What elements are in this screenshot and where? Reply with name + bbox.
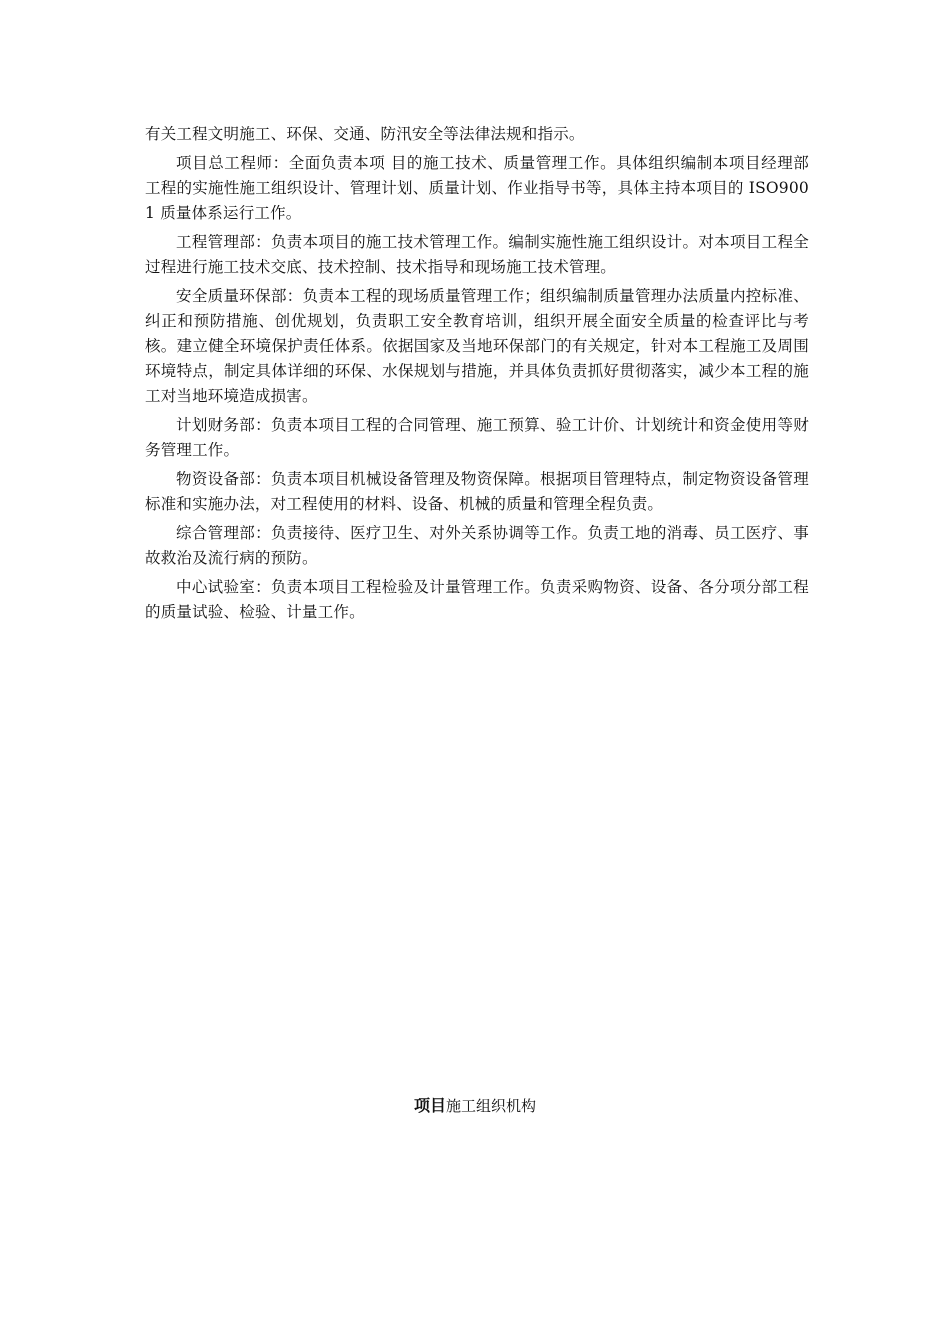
paragraph-safety-quality-dept: 安全质量环保部：负责本工程的现场质量管理工作；组织编制质量管理办法质量内控标准、纠正和预防措施、创优规划，负责职工安全教育培训，组织开展全面安全质量的检查评比与考核。建立健全环境保护责任体系。依据国家及当地环保部门的有关规定，针对本工程施工及周围环境特点，制定具体详细的环保、水保规划与措施，并具体负责抓好贯彻落实，减少本工程的施工对当地环境造成损害。 <box>145 287 809 405</box>
caption-bold-part: 项目 <box>413 1096 446 1115</box>
caption-normal-part: 施工组织机构 <box>446 1097 537 1115</box>
paragraph-materials-dept: 物资设备部：负责本项目机械设备管理及物资保障。根据项目管理特点，制定物资设备管理标准和实施办法，对工程使用的材料、设备、机械的质量和管理全程负责。 <box>145 470 809 513</box>
paragraph-finance-dept: 计划财务部：负责本项目工程的合同管理、施工预算、验工计价、计划统计和资金使用等财务管理工作。 <box>145 416 809 459</box>
paragraph-engineering-dept: 工程管理部：负责本项目的施工技术管理工作。编制实施性施工组织设计。对本项目工程全过程进行施工技术交底、技术控制、技术指导和现场施工技术管理。 <box>145 233 809 276</box>
body-text <box>145 122 809 629</box>
paragraph-general-admin-dept: 综合管理部：负责接待、医疗卫生、对外关系协调等工作。负责工地的消毒、员工医疗、事故救治及流行病的预防。 <box>145 524 809 567</box>
paragraph-central-lab: 中心试验室：负责本项目工程检验及计量管理工作。负责采购物资、设备、各分项分部工程的质量试验、检验、计量工作。 <box>145 578 809 621</box>
paragraph-1: 有关工程文明施工、环保、交通、防汛安全等法律法规和指示。 <box>145 125 585 143</box>
figure-caption <box>0 1094 950 1118</box>
paragraph-chief-engineer: 项目总工程师：全面负责本项 目的施工技术、质量管理工作。具体组织编制本项目经理部工程的实施性施工组织设计、管理计划、质量计划、作业指导书等，具体主持本项目的 ISO9001 质量体系运行工作。 <box>145 154 809 222</box>
